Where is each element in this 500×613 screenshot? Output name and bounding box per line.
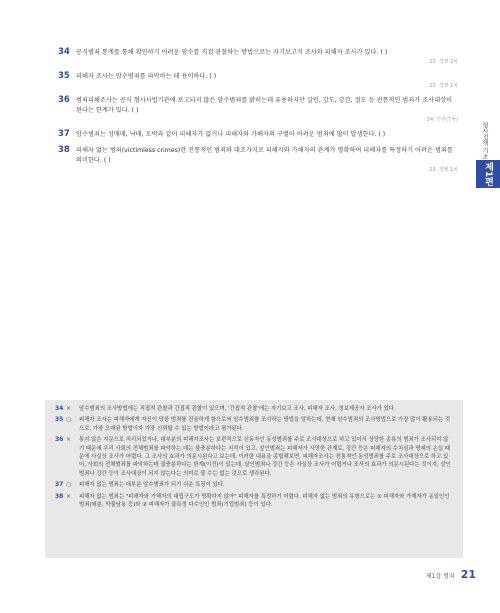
answer-text: 피해자 없는 범죄는 "피해자와 가해자의 대립구도가 명확하지 않아" 피해자를 특정하기 어렵다. 피해자 없는 범죄의 유형으로는 ① 피해자와 가해자가 동일인인 범죄(매춘, 약물남용 등)와 ② 피해자가 불특정 다수인인 범죄(기업범죄) 등이 있다. <box>79 493 450 509</box>
question-source: 23. 경행 2차 <box>429 59 458 65</box>
question-text: 범죄피해조사는 공식 형사사법기관에 보고되지 않은 암수범죄를 밝히는데 유용하지만 살인, 강도, 강간, 절도 등 전통적인 범죄가 조사대상이 된다는 한계가 있다. ( ) <box>76 97 453 114</box>
answer-text: 암수범죄의 조사방법에는 직접적 관찰과 간접적 관찰이 있으며, '간접적 관찰'에는 자기보고 조사, 피해자 조사, 정보제공자 조사가 있다. <box>79 406 396 412</box>
chapter-label: 제1장 범죄 <box>425 573 455 580</box>
answer-item <box>55 405 453 413</box>
page-number: 21 <box>460 568 476 581</box>
question-number: 34 <box>58 47 70 57</box>
answer-item <box>55 416 453 433</box>
answer-item <box>55 436 453 478</box>
answer-text: 통지 않은 지문으로 처리되었거나, 대부분의 피해자조사는 보편적으로 신동자인 동성범죄를 주로 조사대상으로 하고 있어서 상당한 종류의 범죄가 조사되지 않기 때문에 우리 사회의 전체범죄를 파악하는 데는 불충분하다는 지적이 있고, 살인범죄는 피해자가 사망한 관계로, 강간 등은 피해자의 수치심과 명예의 손실 때문에 사실상 조사가 어렵다. 그 조사의 효과가 의문시된다고 보는데, 이러한 내용을 종합해보면, 피해자조사는 전통적인 동성범죄를 주로 조사대상으로 하고 있어, 사회의 전체범죄를 파악하는데 불충분하다는 한계(이견)이 있는데, 살인범죄나 강간 등은 사실상 조사가 어렵거나 조사의 효과가 의문시된다는 것이지, 살인범죄나 강간 등이 조사대상이 되지 않는다는 의미로 볼 수는 없는 것으로 생각된다. <box>79 437 451 477</box>
question-item <box>58 72 458 90</box>
question-number: 38 <box>58 145 70 155</box>
answer-number: 34 <box>55 405 64 412</box>
question-list <box>58 48 458 180</box>
answer-mark: × <box>66 436 72 444</box>
answer-item <box>55 481 453 489</box>
page-footer <box>426 568 476 581</box>
question-item <box>58 146 458 174</box>
answer-item <box>55 493 453 510</box>
question-source: 24. 간부(7차) <box>426 117 458 123</box>
answer-number: 35 <box>55 416 64 424</box>
question-source: 23. 경행 1차 <box>429 83 458 89</box>
question-item <box>58 48 458 66</box>
question-item <box>58 96 458 124</box>
answer-number: 38 <box>55 492 64 500</box>
question-text: 피해자 없는 범죄(victimless crimes)란 전통적인 범죄와 대조가지로 피해자와 가해자의 관계가 명확하여 피해자를 특정하기 어려운 범죄를 의미한다. ( ) <box>76 147 453 164</box>
question-number: 36 <box>58 95 70 105</box>
answer-number: 36 <box>55 436 64 444</box>
answer-mark: × <box>66 405 72 412</box>
question-source: 23. 경행 1차 <box>429 167 458 173</box>
answer-number: 37 <box>55 481 64 489</box>
answer-box <box>45 400 463 558</box>
question-number: 37 <box>58 129 70 139</box>
question-text: 공식범죄 통계를 통해 확인하기 어려운 암수를 직접 관찰하는 방법으로는 자기보고식 조사와 피해자 조사가 있다. ( ) <box>76 49 388 56</box>
answer-text: 피해자 없는 범죄는 대부분 암수범죄가 되기 쉬운 특징이 있다. <box>79 482 225 489</box>
side-section-label: 형사정책 기초 <box>481 122 488 160</box>
answer-mark: × <box>66 492 72 500</box>
question-text: 암수범죄는 성매매, 낙태, 도박과 같이 피해자가 없거나 피해자와 가해자의 구별이 어려운 범죄에 많이 발생한다. ( ) <box>76 131 386 138</box>
answer-mark: ○ <box>66 481 72 489</box>
question-item <box>58 130 458 140</box>
side-part-tab: 제1편 <box>476 160 500 188</box>
question-text: 피해자 조사는 암수범죄를 파악하는 데 용이하다. ( ) <box>76 73 217 80</box>
answer-mark: ○ <box>66 416 72 424</box>
question-number: 35 <box>58 71 70 81</box>
answer-text: 피해자 조사는 피해자에게 자신이 당한 범죄를 진술하게 함으로써 암수범죄를 조사하는 방법을 말하는데, 현재 암수범죄의 조사방법으로 가장 많이 활용되는 것으로, 가장 오래된 방법이자 가장 신뢰할 수 있는 방법이라고 평가된다. <box>79 417 451 432</box>
